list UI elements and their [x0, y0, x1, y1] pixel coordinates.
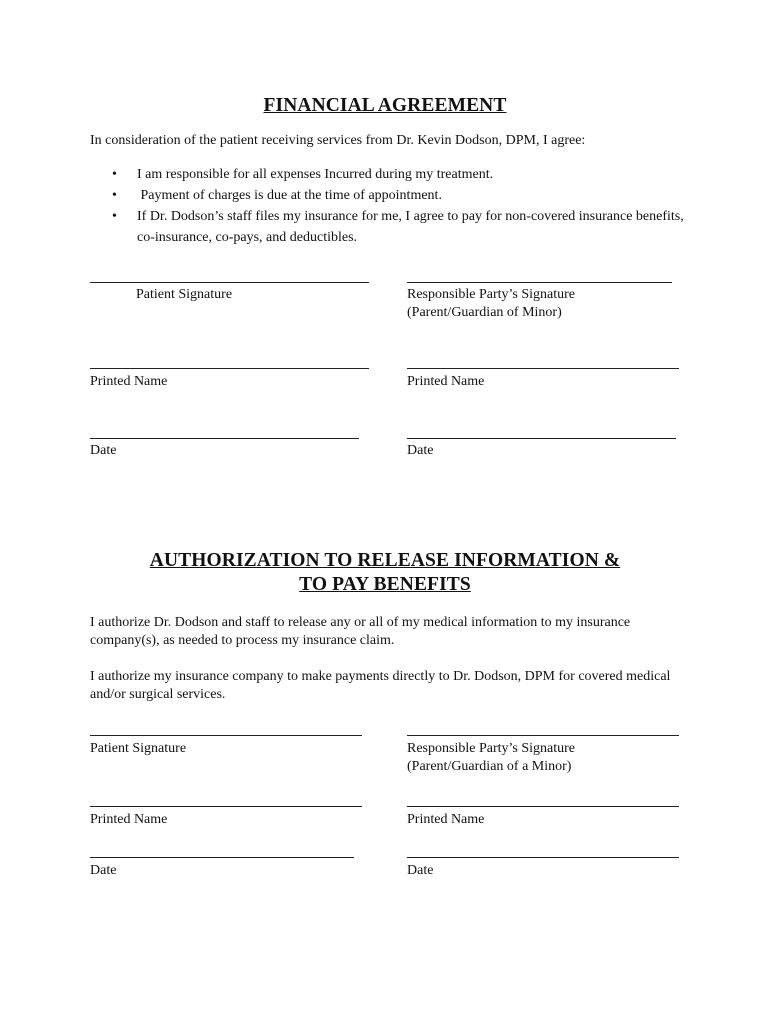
patient-signature-label: Patient Signature — [90, 741, 187, 756]
printed-name-label: Printed Name — [90, 374, 168, 389]
list-item — [112, 206, 692, 248]
responsible-date-line[interactable] — [407, 438, 676, 439]
responsible-printed-name-line[interactable] — [407, 806, 679, 807]
list-item-text: If Dr. Dodson’s staff files my insurance for me, I agree to pay for non-covered insurance benefits, co-insurance, co-pays, and deductibles. — [137, 209, 684, 245]
responsible-party-signature-line[interactable] — [407, 282, 672, 283]
financial-terms-list — [112, 164, 692, 248]
date-line[interactable] — [90, 438, 359, 439]
financial-agreement-title: FINANCIAL AGREEMENT — [263, 95, 507, 116]
list-item-text: I am responsible for all expenses Incurred during my treatment. — [137, 167, 494, 182]
printed-name-line[interactable] — [90, 368, 369, 369]
printed-name-line[interactable] — [90, 806, 362, 807]
responsible-party-signature-sublabel: (Parent/Guardian of Minor) — [407, 305, 562, 320]
responsible-party-signature-label: Responsible Party’s Signature — [407, 741, 575, 756]
responsible-party-signature-line[interactable] — [407, 735, 679, 736]
responsible-party-signature-label: Responsible Party’s Signature — [407, 287, 575, 302]
responsible-printed-name-label: Printed Name — [407, 812, 485, 827]
responsible-printed-name-line[interactable] — [407, 368, 679, 369]
responsible-date-label: Date — [407, 443, 434, 458]
responsible-date-label: Date — [407, 863, 434, 878]
list-item — [112, 185, 692, 206]
patient-signature-line[interactable] — [90, 282, 369, 283]
financial-intro: In consideration of the patient receiving services from Dr. Kevin Dodson, DPM, I agree: — [90, 133, 586, 148]
date-label: Date — [90, 443, 117, 458]
patient-signature-line[interactable] — [90, 735, 362, 736]
authorization-title-line2: TO PAY BENEFITS — [299, 574, 471, 595]
bullet-icon: • — [112, 209, 117, 224]
bullet-icon: • — [112, 188, 117, 203]
responsible-printed-name-label: Printed Name — [407, 374, 485, 389]
date-line[interactable] — [90, 857, 354, 858]
bullet-icon: • — [112, 167, 117, 182]
list-item-text: Payment of charges is due at the time of appointment. — [137, 188, 442, 203]
date-label: Date — [90, 863, 117, 878]
authorization-paragraph-payments: I authorize my insurance company to make payments directly to Dr. Dodson, DPM for covered medical and/or surgical services. — [90, 669, 671, 702]
authorization-paragraph-release: I authorize Dr. Dodson and staff to release any or all of my medical information to my insurance company(s), as needed to process my insurance claim. — [90, 615, 631, 648]
printed-name-label: Printed Name — [90, 812, 168, 827]
responsible-party-signature-sublabel: (Parent/Guardian of a Minor) — [407, 759, 572, 774]
responsible-date-line[interactable] — [407, 857, 679, 858]
authorization-title-line1: AUTHORIZATION TO RELEASE INFORMATION & — [149, 550, 621, 571]
list-item — [112, 164, 692, 185]
patient-signature-label: Patient Signature — [136, 287, 233, 302]
